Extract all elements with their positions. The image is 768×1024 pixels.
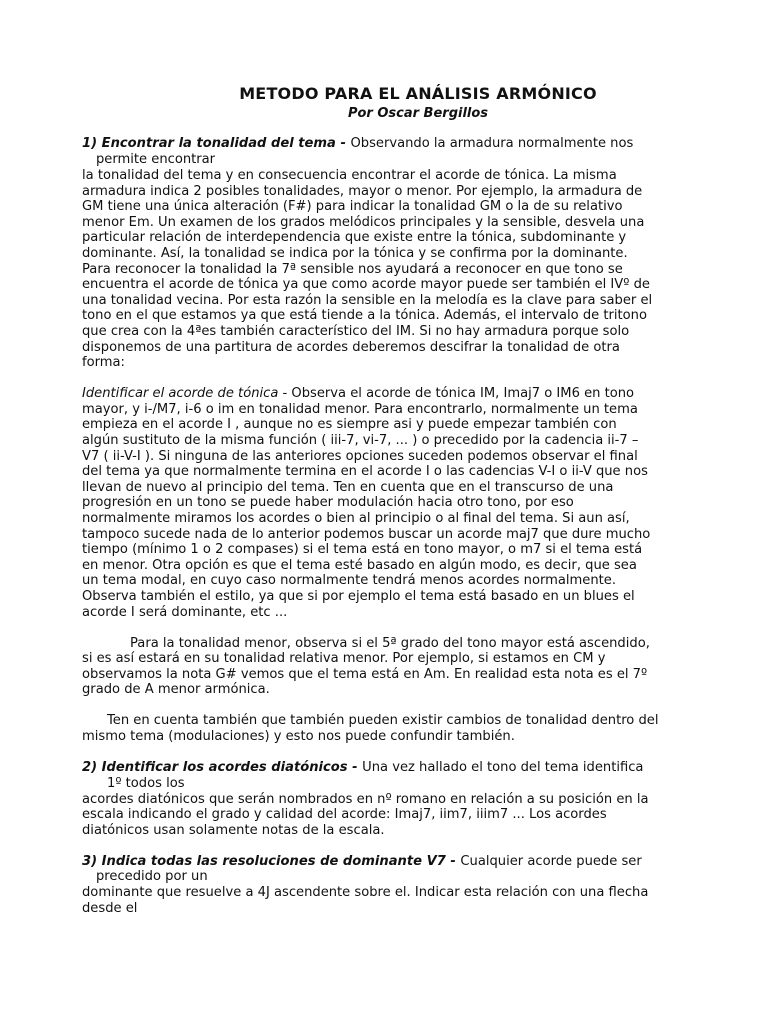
minor-paragraph-line: grado de A menor armónica. [82,682,270,697]
section2-line2: 1º todos los [107,776,185,791]
identify-paragraph-line: llevan de nuevo al principio del tema. Ten en cuenta que en el transcurso de una [82,480,614,495]
section2-paragraph-line: acordes diatónicos que serán nombrados en nº romano en relación a su posición en la [82,792,649,807]
identify-paragraph-line: en menor. Otra opción es que el tema esté basado en algún modo, es decir, que sea [82,558,637,573]
document-author: Por Oscar Bergillos [347,106,489,121]
section3-heading: 3) Indica todas las resoluciones de dominante V7 - [82,854,461,869]
minor-paragraph-line: observamos la nota G# vemos que el tema está en Am. En realidad esta nota es el 7º [82,667,648,682]
section2-paragraph-line: diatónicos usan solamente notas de la escala. [82,823,385,838]
section1-paragraph-line: dominante. Así, la tonalidad se indica por la tónica y se confirma por la dominante. [82,246,628,261]
modulation-first-line: Ten en cuenta también que también pueden existir cambios de tonalidad dentro del [107,713,659,728]
section1-paragraph-line: disponemos de una partitura de acordes deberemos descifrar la tonalidad de otra [82,340,620,355]
identify-paragraph-line: algún sustituto de la misma función ( iii-7, vi-7, ... ) o precedido por la cadencia ii-7 – [82,433,639,448]
document-title: METODO PARA EL ANÁLISIS ARMÓNICO [239,84,597,103]
section1-line1-text: Observando la armadura normalmente nos [350,136,634,151]
section3-line2: precedido por un [96,869,208,884]
modulation-second-line: mismo tema (modulaciones) y esto nos puede confundir también. [82,729,515,744]
section1-paragraph-line: armadura indica 2 posibles tonalidades, mayor o menor. Por ejemplo, la armadura de [82,184,643,199]
identify-line1-text: - Observa el acorde de tónica IM, Imaj7 o IM6 en tono [278,386,635,401]
identify-paragraph-line: del tema ya que normalmente termina en el acorde I o las cadencias V-I o ii-V que nos [82,464,648,479]
minor-paragraph-line: si es así estará en su tonalidad relativa menor. Por ejemplo, si estamos en CM y [82,651,606,666]
section3-line1-text: Cualquier acorde puede ser [460,854,642,869]
section1-paragraph-line: menor Em. Un examen de los grados melódicos principales y la sensible, desvela una [82,215,645,230]
section1-paragraph-line: GM tiene una única alteración (F#) para indicar la tonalidad GM o la de su relativo [82,199,623,214]
section1-first-line [82,136,633,152]
identify-paragraph-line: progresión en un tono se puede haber modulación hacia otro tono, por eso [82,495,574,510]
section1-paragraph-line: que crea con la 4ªes también característico del IM. Si no hay armadura porque solo [82,324,630,339]
identify-paragraph-line: tiempo (mínimo 1 o 2 compases) si el tema está en tono mayor, o m7 si el tema está [82,542,643,557]
identify-first-line [82,386,634,402]
section2-first-line [82,760,643,776]
identify-paragraph-line: tampoco sucede nada de lo anterior podemos buscar un acorde maj7 que dure mucho [82,527,651,542]
section1-heading: 1) Encontrar la tonalidad del tema - [82,136,351,151]
section1-paragraph-line: tono en el que estamos ya que está tiende a la tónica. Además, el intervalo de tritono [82,308,647,323]
section1-paragraph-line: Para reconocer la tonalidad la 7ª sensible nos ayudará a reconocer en que tono se [82,262,623,277]
identify-paragraph-line: Observa también el estilo, ya que si por ejemplo el tema está basado en un blues el [82,589,635,604]
section2-heading: 2) Identificar los acordes diatónicos - [82,760,363,775]
section1-paragraph-line: una tonalidad vecina. Por esta razón la sensible en la melodía es la clave para saber el [82,293,653,308]
section1-paragraph-line: la tonalidad del tema y en consecuencia encontrar el acorde de tónica. La misma [82,168,617,183]
identify-paragraph-line: normalmente miramos los acordes o bien al principio o al final del tema. Si aun así, [82,511,630,526]
section3-paragraph-line: desde el [82,901,138,916]
section1-paragraph-line: particular relación de interdependencia que existe entre la tónica, subdominante y [82,230,627,245]
section1-line2: permite encontrar [96,152,216,167]
section3-first-line [82,854,642,870]
section2-line1-text: Una vez hallado el tono del tema identifica [362,760,644,775]
minor-first-line: Para la tonalidad menor, observa si el 5ª grado del tono mayor está ascendido, [130,636,650,651]
section2-paragraph-line: escala indicando el grado y calidad del acorde: Imaj7, iim7, iiim7 ... Los acordes [82,807,607,822]
section1-paragraph-line: forma: [82,355,125,370]
identify-paragraph-line: un tema modal, en cuyo caso normalmente tendrá menos acordes normalmente. [82,573,616,588]
identify-paragraph-line: V7 ( ii-V-I ). Si ninguna de las anteriores opciones suceden podemos observar el final [82,449,638,464]
identify-paragraph-line: mayor, y i-/M7, i-6 o im en tonalidad menor. Para encontrarlo, normalmente un tema [82,402,638,417]
section1-paragraph-line: encuentra el acorde de tónica ya que como acorde mayor puede ser también el IVº de [82,277,650,292]
identify-paragraph-line: empieza en el acorde I , aunque no es siempre asi y puede empezar también con [82,417,617,432]
section3-paragraph-line: dominante que resuelve a 4J ascendente sobre el. Indicar esta relación con una flecha [82,885,649,900]
identify-heading: Identificar el acorde de tónica [82,386,279,401]
identify-paragraph-line: acorde I será dominante, etc ... [82,605,288,620]
